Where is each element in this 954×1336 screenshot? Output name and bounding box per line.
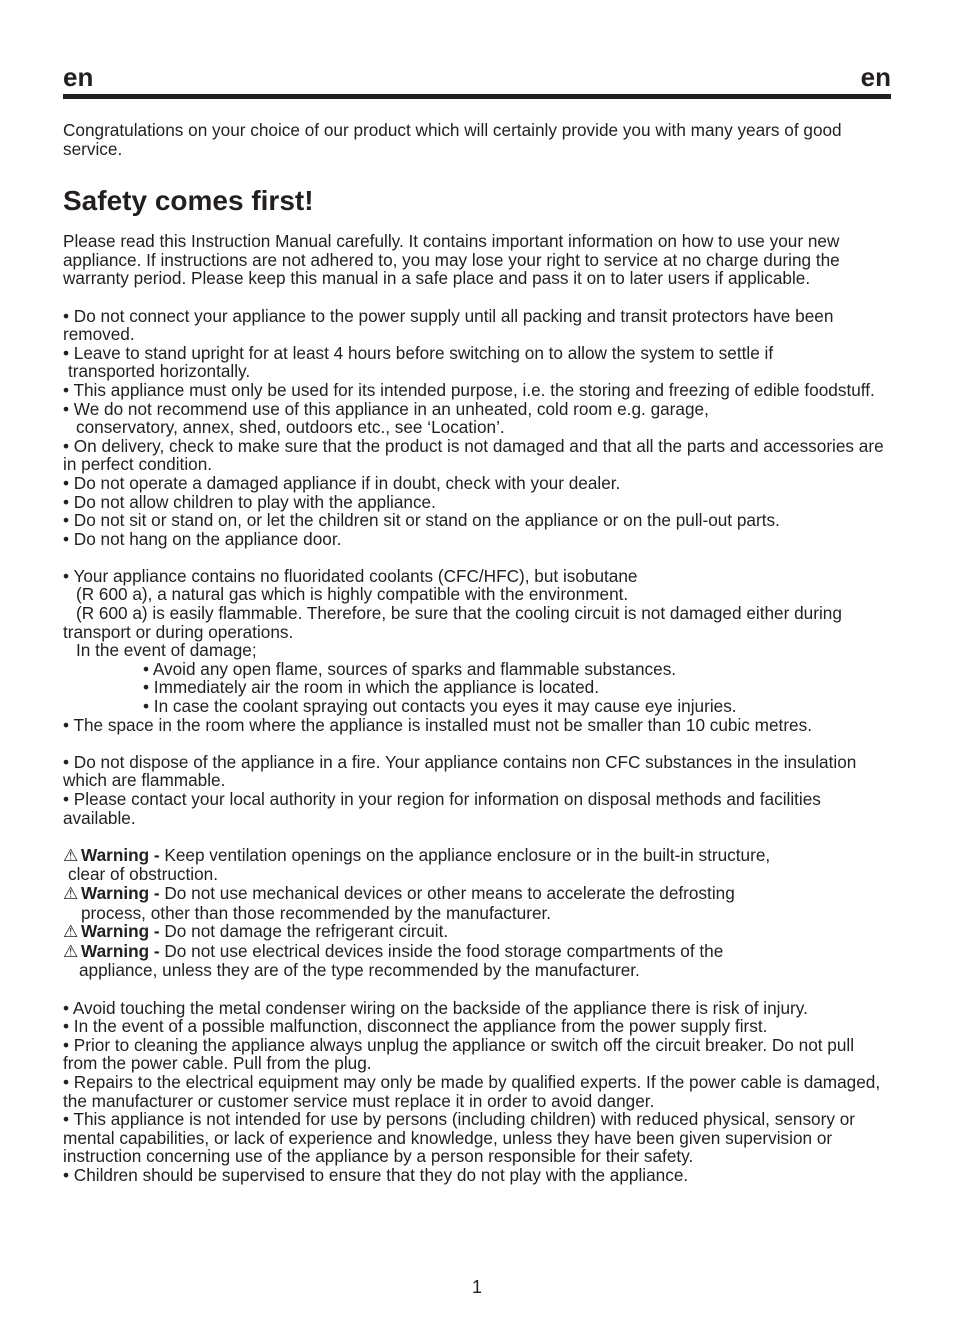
list-item: • Do not hang on the appliance door. <box>63 528 342 549</box>
list-item: • Do not allow children to play with the appliance. <box>63 491 436 512</box>
sub-list-item: • In case the coolant spraying out contacts you eyes it may cause eye injuries. <box>143 696 737 717</box>
warning-item: ⚠ Warning - Do not use mechanical devices or other means to accelerate the defrosting <box>63 882 735 903</box>
safety-body <box>63 232 891 1184</box>
sub-list-item: • Immediately air the room in which the appliance is located. <box>143 677 599 698</box>
warning-item: ⚠ Warning - Do not use electrical devices inside the food storage compartments of the <box>63 940 724 961</box>
language-label-right: en <box>860 62 891 92</box>
list-item: • This appliance must only be used for its intended purpose, i.e. the storing and freezing of edible foodstuff. <box>63 379 875 400</box>
list-item: • Children should be supervised to ensure that they do not play with the appliance. <box>63 1164 689 1185</box>
list-item: • Do not connect your appliance to the power supply until all packing and transit protectors have been removed. <box>63 305 834 345</box>
page-header <box>63 62 891 92</box>
list-item: • Do not sit or stand on, or let the children sit or stand on the appliance or on the pull-out parts. <box>63 510 780 531</box>
list-item: • Prior to cleaning the appliance always unplug the appliance or switch off the circuit breaker. Do not pull from the power cable. Pull from the plug. <box>63 1034 855 1074</box>
warning-label: Warning - <box>81 940 160 961</box>
language-label-left: en <box>63 62 94 92</box>
list-item: • This appliance is not intended for use by persons (including children) with reduced physical, sensory or mental capabilities, or lack of experience and knowledge, unless they have been given supervision or instruction concerning use of the appliance by a person responsible for their safety. <box>63 1109 855 1167</box>
list-item: • On delivery, check to make sure that the product is not damaged and that all the parts and accessories are in perfect condition. <box>63 435 884 475</box>
coolant-line: (R 600 a), a natural gas which is highly compatible with the environment. <box>76 584 629 605</box>
damage-heading: In the event of damage; <box>76 640 257 661</box>
sub-list-item: • Avoid any open flame, sources of sparks and flammable substances. <box>143 658 677 679</box>
list-item: • Do not operate a damaged appliance if in doubt, check with your dealer. <box>63 472 621 493</box>
warning-label: Warning - <box>81 921 160 942</box>
warning-triangle-icon: ⚠ <box>63 941 79 961</box>
coolant-line: • Your appliance contains no fluoridated coolants (CFC/HFC), but isobutane <box>63 565 638 586</box>
list-item: • We do not recommend use of this appliance in an unheated, cold room e.g. garage, <box>63 398 709 419</box>
list-item: • Please contact your local authority in your region for information on disposal methods and facilities available. <box>63 789 821 828</box>
warning-triangle-icon: ⚠ <box>63 922 79 942</box>
list-item-continued: transported horizontally. <box>68 361 251 382</box>
warning-label: Warning - <box>81 844 160 865</box>
warning-item: ⚠ Warning - Keep ventilation openings on the appliance enclosure or in the built-in structure, <box>63 844 771 865</box>
list-item: • Repairs to the electrical equipment may only be made by qualified experts. If the power cable is damaged, the manufacturer or customer service must replace it in order to avoid danger. <box>63 1071 881 1111</box>
page-title: Safety comes first! <box>63 185 314 217</box>
list-item: • In the event of a possible malfunction, disconnect the appliance from the power supply first. <box>63 1016 768 1037</box>
list-item: • Leave to stand upright for at least 4 hours before switching on to allow the system to settle if <box>63 342 774 363</box>
warning-triangle-icon: ⚠ <box>63 845 79 865</box>
coolant-line: (R 600 a) is easily flammable. Therefore, be sure that the cooling circuit is not damaged either during transport or during operations. <box>63 603 842 642</box>
list-item: • Do not dispose of the appliance in a fire. Your appliance contains non CFC substances in the insulation which are flammable. <box>63 751 857 791</box>
warning-item: ⚠ Warning - Do not damage the refrigerant circuit. <box>63 921 449 942</box>
intro-paragraph: Congratulations on your choice of our product which will certainly provide you with many years of good service. <box>63 120 842 159</box>
warning-label: Warning - <box>81 882 160 903</box>
manual-page <box>63 62 891 1184</box>
read-paragraph: Please read this Instruction Manual carefully. It contains important information on how to use your new appliance. If instructions are not adhered to, you may lose your right to service at no charge during the warranty period. Please keep this manual in a safe place and pass it on to later users if applicable. <box>63 231 840 289</box>
warning-triangle-icon: ⚠ <box>63 883 79 903</box>
header-rule <box>63 94 891 99</box>
list-item-continued: conservatory, annex, shed, outdoors etc., see ‘Location’. <box>76 417 505 438</box>
warning-continued: appliance, unless they are of the type recommended by the manufacturer. <box>79 960 640 981</box>
page-number: 1 <box>471 1277 482 1297</box>
list-item: • Avoid touching the metal condenser wiring on the backside of the appliance there is risk of injury. <box>63 997 808 1018</box>
list-item: • The space in the room where the appliance is installed must not be smaller than 10 cubic metres. <box>63 714 812 735</box>
warning-continued: process, other than those recommended by the manufacturer. <box>81 902 552 923</box>
warning-continued: clear of obstruction. <box>68 864 218 885</box>
